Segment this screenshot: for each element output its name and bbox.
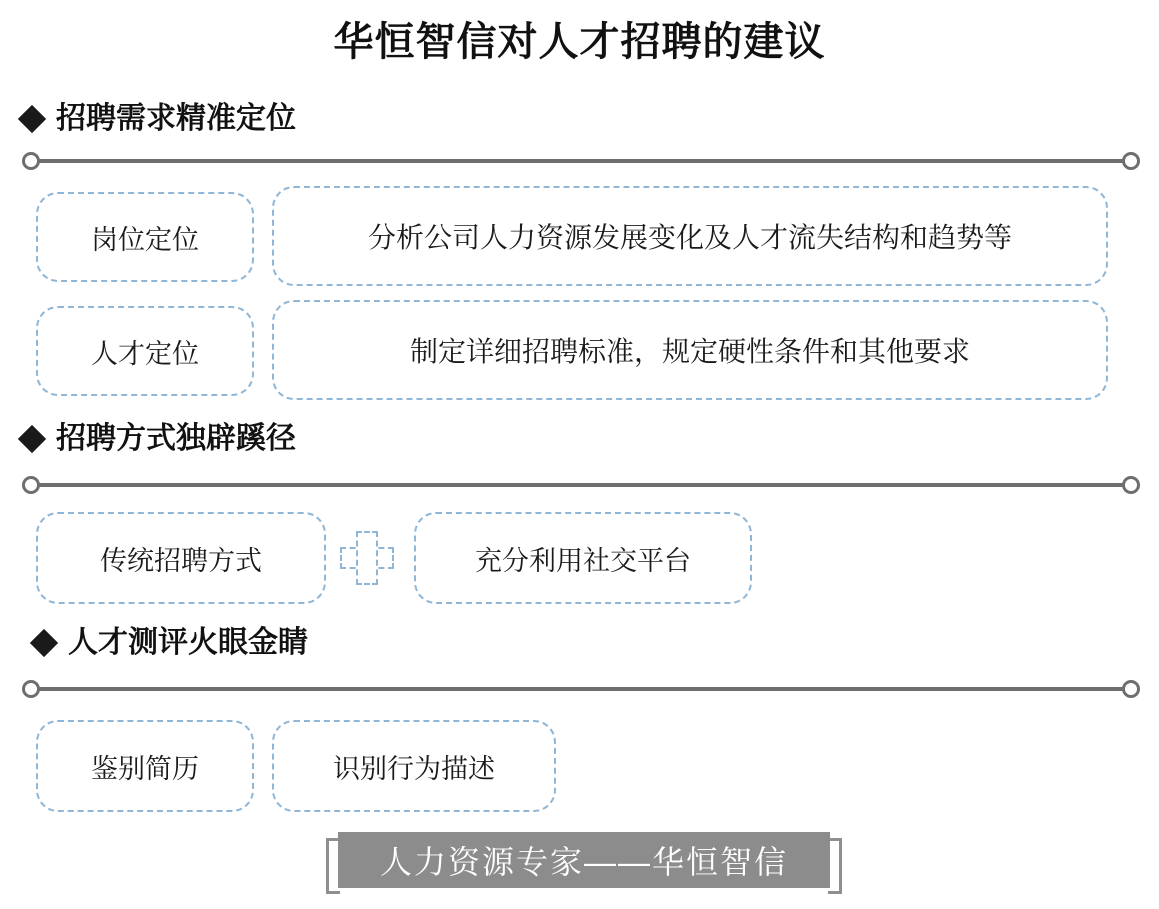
section-rail-1 <box>22 152 1140 170</box>
key-box-1-2[interactable]: 人才定位 <box>36 306 254 396</box>
rail-cap-right-icon <box>1122 476 1140 494</box>
assessment-box-resume[interactable]: 鉴别简历 <box>36 720 254 812</box>
footer-bracket-right <box>828 838 842 894</box>
key-box-1-1[interactable]: 岗位定位 <box>36 192 254 282</box>
section-label-2: 招聘方式独辟蹊径 <box>56 422 296 455</box>
diamond-bullet-icon <box>18 425 46 453</box>
desc-box-1-1[interactable]: 分析公司人力资源发展变化及人才流失结构和趋势等 <box>272 186 1108 286</box>
desc-box-1-2[interactable]: 制定详细招聘标准，规定硬性条件和其他要求 <box>272 300 1108 400</box>
assessment-box-behavior[interactable]: 识别行为描述 <box>272 720 556 812</box>
footer-banner <box>326 838 842 894</box>
section-heading-1 <box>22 104 296 134</box>
page-title: 华恒智信对人才招聘的建议 <box>333 20 826 64</box>
diamond-bullet-icon <box>30 629 58 657</box>
rail-cap-left-icon <box>22 476 40 494</box>
diamond-bullet-icon <box>18 105 46 133</box>
rail-cap-left-icon <box>22 152 40 170</box>
footer-text: 人力资源专家——华恒智信 <box>338 832 830 888</box>
section-rail-2 <box>22 476 1140 494</box>
method-box-social[interactable]: 充分利用社交平台 <box>414 512 752 604</box>
section-heading-2 <box>22 424 296 454</box>
rail-bar <box>31 483 1131 487</box>
section-label-1: 招聘需求精准定位 <box>56 102 296 135</box>
rail-bar <box>31 159 1131 163</box>
plus-center-fill <box>359 550 375 566</box>
rail-cap-right-icon <box>1122 680 1140 698</box>
rail-cap-right-icon <box>1122 152 1140 170</box>
plus-icon <box>340 531 394 585</box>
section-label-3: 人才测评火眼金睛 <box>68 626 308 659</box>
section-rail-3 <box>22 680 1140 698</box>
rail-bar <box>31 687 1131 691</box>
section-heading-3 <box>34 628 308 658</box>
method-box-traditional[interactable]: 传统招聘方式 <box>36 512 326 604</box>
rail-cap-left-icon <box>22 680 40 698</box>
